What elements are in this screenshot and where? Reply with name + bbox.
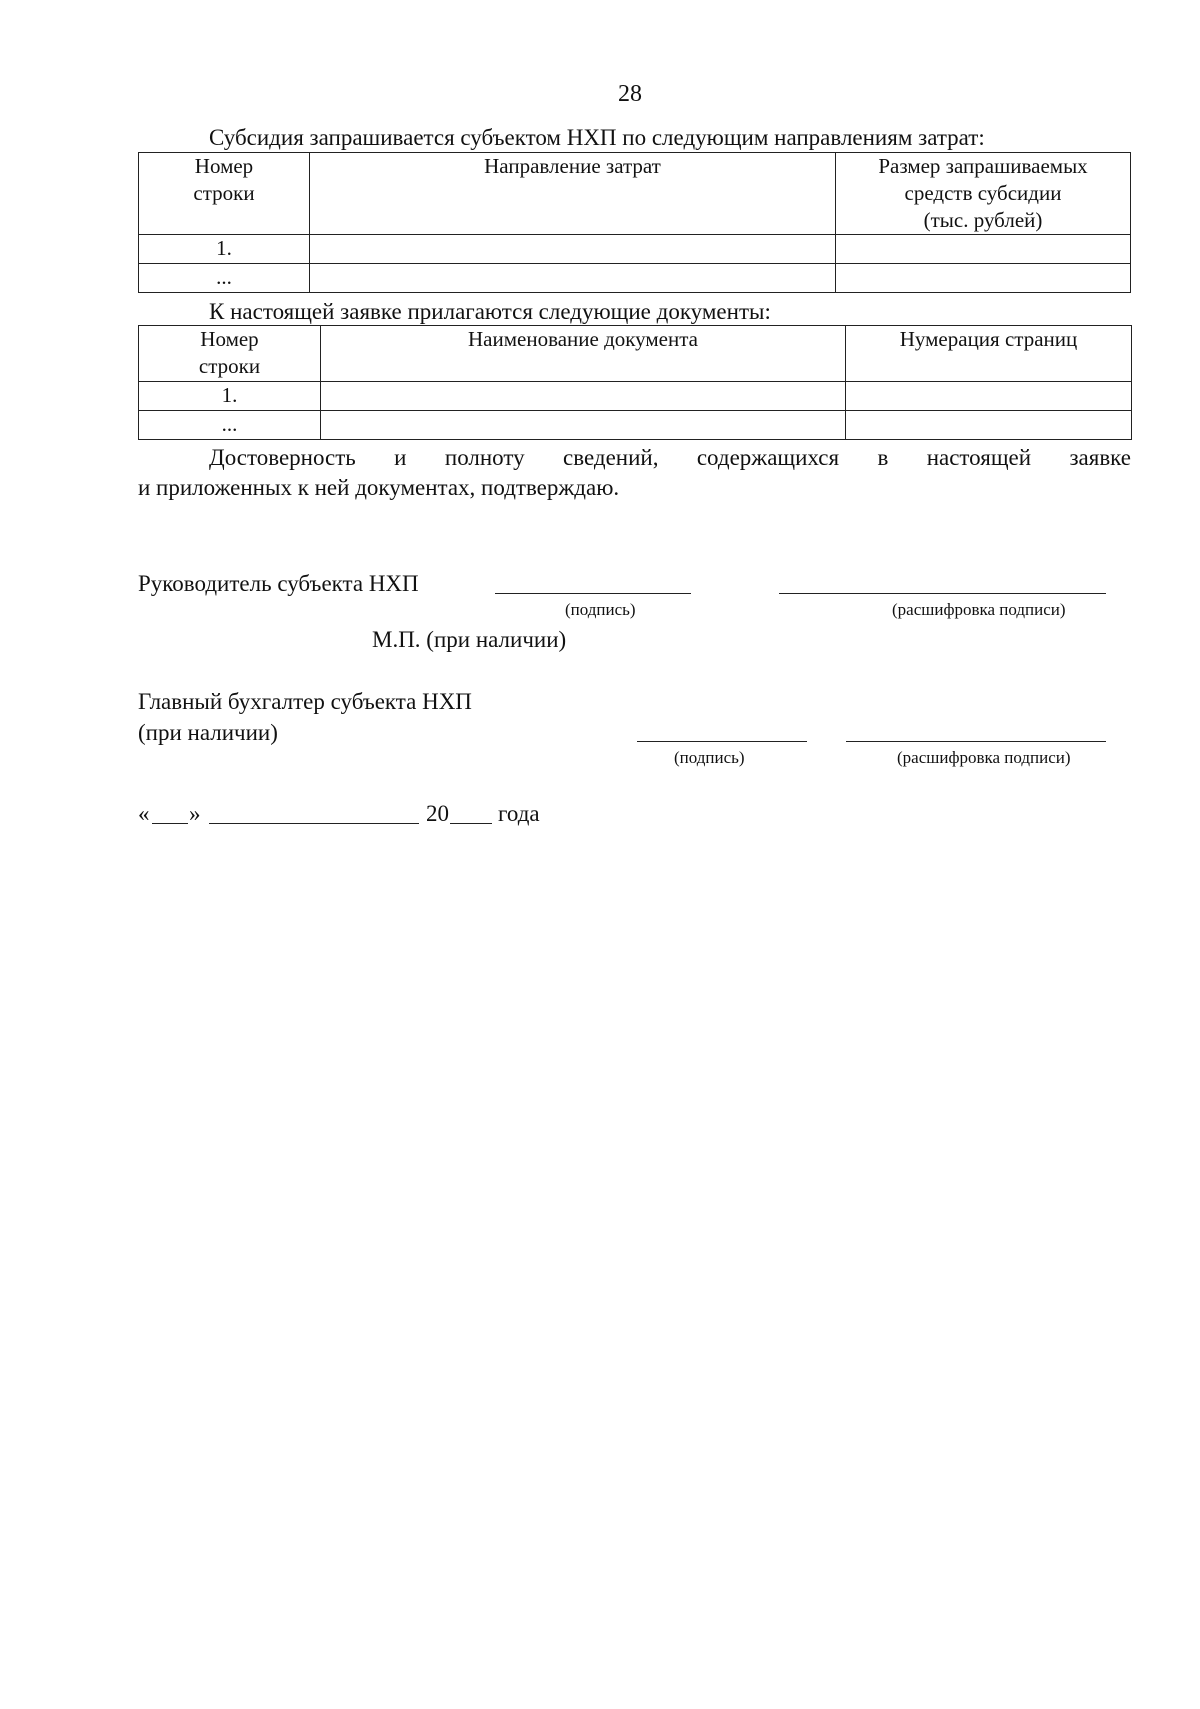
accountant-label-line2: (при наличии) (138, 720, 278, 745)
costs-col-direction-label: Направление затрат (484, 154, 661, 178)
date-day-line[interactable] (152, 823, 188, 824)
costs-col-number-line2: строки (193, 181, 255, 205)
costs-row-number: 1. (139, 235, 310, 264)
stamp-note: М.П. (при наличии) (372, 627, 567, 652)
confirm-line-2: и приложенных к ней документах, подтверждаю. (138, 475, 620, 500)
table-row (139, 411, 1132, 440)
docs-row-pages[interactable] (846, 382, 1132, 411)
head-label: Руководитель субъекта НХП (138, 571, 419, 596)
accountant-decoding-line[interactable] (846, 741, 1106, 742)
docs-table-header (139, 326, 1132, 382)
date-quote-close: » (189, 801, 201, 826)
confirm-line-1: Достоверность и полноту сведений, содержащихся в настоящей заявке (209, 445, 1131, 470)
date-suffix: года (498, 801, 540, 826)
date-year-prefix: 20 (426, 801, 449, 826)
page-number: 28 (618, 81, 642, 107)
head-signature-caption: (подпись) (565, 600, 636, 619)
docs-row-name[interactable] (321, 382, 846, 411)
docs-intro: К настоящей заявке прилагаются следующие документы: (209, 299, 771, 324)
costs-row-number: ... (139, 264, 310, 293)
docs-row-pages[interactable] (846, 411, 1132, 440)
accountant-signature-caption: (подпись) (674, 748, 745, 767)
accountant-signature-line[interactable] (637, 741, 807, 742)
costs-intro: Субсидия запрашивается субъектом НХП по следующим направлениям затрат: (209, 125, 985, 150)
head-signature-line[interactable] (495, 593, 691, 594)
docs-col-name-header (321, 326, 846, 382)
docs-col-name-label: Наименование документа (468, 327, 698, 351)
costs-row-amount[interactable] (836, 264, 1131, 293)
costs-col-amount-line2: средств субсидии (904, 181, 1062, 205)
head-decoding-line[interactable] (779, 593, 1106, 594)
accountant-label-line1: Главный бухгалтер субъекта НХП (138, 689, 472, 714)
date-year-line[interactable] (450, 823, 492, 824)
costs-col-amount-line1: Размер запрашиваемых (878, 154, 1088, 178)
costs-table-header (139, 153, 1131, 235)
costs-col-number-header (139, 153, 310, 235)
costs-row-direction[interactable] (310, 235, 836, 264)
date-month-line[interactable] (209, 823, 419, 824)
costs-row-direction[interactable] (310, 264, 836, 293)
costs-col-amount-header (836, 153, 1131, 235)
date-quote-open: « (138, 801, 150, 826)
docs-col-pages-header (846, 326, 1132, 382)
table-row (139, 264, 1131, 293)
docs-col-number-header (139, 326, 321, 382)
table-row (139, 235, 1131, 264)
docs-col-pages-label: Нумерация страниц (899, 327, 1078, 351)
accountant-decoding-caption: (расшифровка подписи) (897, 748, 1071, 767)
docs-row-name[interactable] (321, 411, 846, 440)
docs-row-number: ... (139, 411, 321, 440)
table-row (139, 382, 1132, 411)
docs-col-number-line1: Номер (200, 327, 259, 351)
docs-row-number: 1. (139, 382, 321, 411)
costs-col-direction-header (310, 153, 836, 235)
costs-col-number-line1: Номер (194, 154, 254, 178)
docs-table (138, 325, 1132, 440)
head-decoding-caption: (расшифровка подписи) (892, 600, 1066, 619)
costs-row-amount[interactable] (836, 235, 1131, 264)
costs-table (138, 152, 1131, 293)
costs-col-amount-line3: (тыс. рублей) (923, 208, 1043, 232)
docs-col-number-line2: строки (198, 354, 261, 378)
